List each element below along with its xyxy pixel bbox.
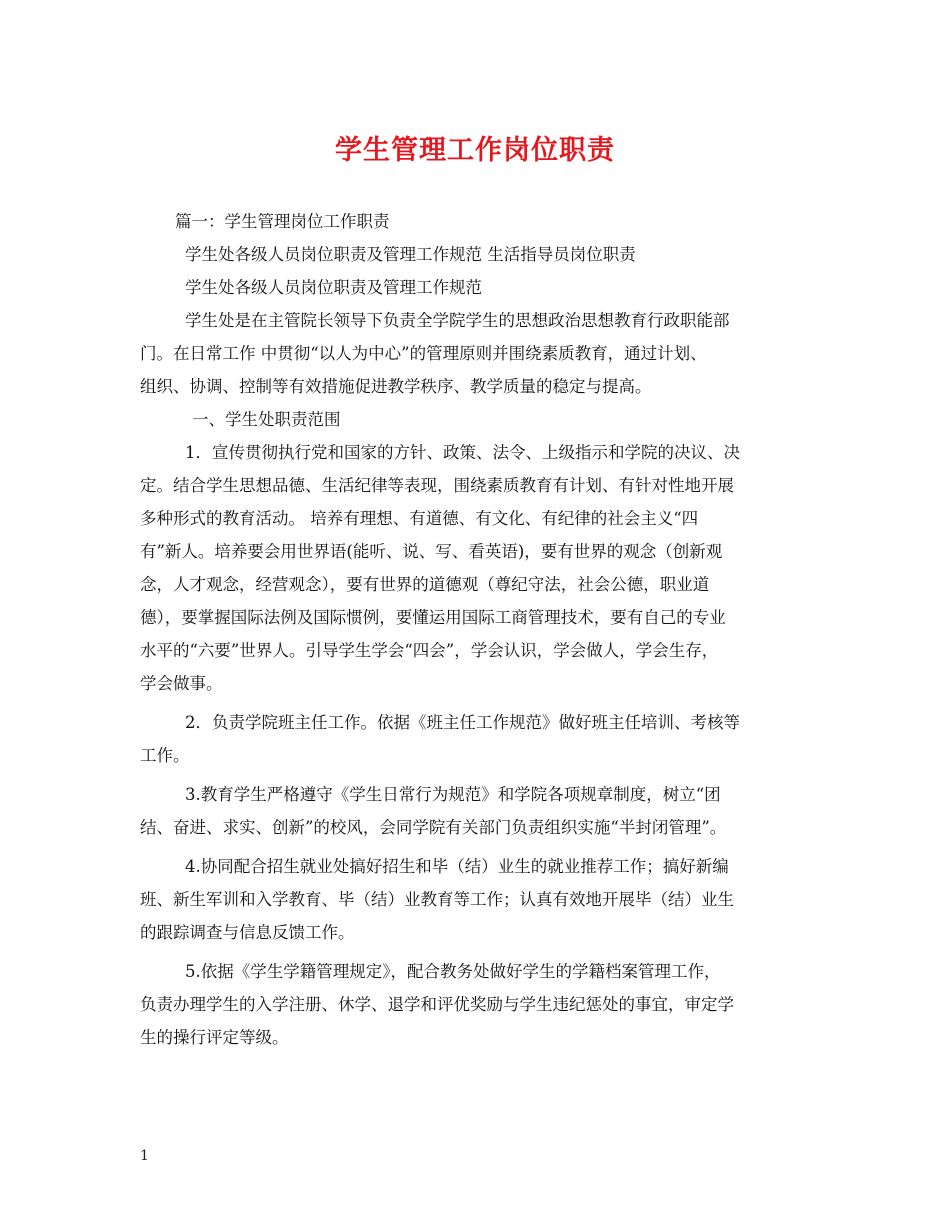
paragraph-line: 水平的“六要”世界人。引导学生学会“四会”，学会认识，学会做人，学会生存， bbox=[140, 641, 719, 660]
list-heading: 一、学生处职责范围 bbox=[192, 410, 341, 429]
paragraph-line: 4.协同配合招生就业处搞好招生和毕（结）业生的就业推荐工作；搞好新编 bbox=[185, 857, 729, 876]
paragraph-line: 3.教育学生严格遵守《学生日常行为规范》和学院各项规章制度，树立“团 bbox=[185, 785, 721, 804]
paragraph-line: 2．负责学院班主任工作。依据《班主任工作规范》做好班主任培训、考核等 bbox=[185, 713, 740, 732]
paragraph-line: 负责办理学生的入学注册、休学、退学和评优奖励与学生违纪惩处的事宜，审定学 bbox=[140, 995, 734, 1014]
paragraph-line: 1．宣传贯彻执行党和国家的方针、政策、法令、上级指示和学院的决议、决 bbox=[185, 443, 740, 462]
paragraph-line: 有”新人。培养要会用世界语(能听、说、写、看英语)，要有世界的观念（创新观 bbox=[140, 542, 723, 561]
paragraph-line: 班、新生军训和入学教育、毕（结）业教育等工作；认真有效地开展毕（结）业生 bbox=[140, 890, 734, 909]
subheading-line: 学生处各级人员岗位职责及管理工作规范 生活指导员岗位职责 bbox=[185, 245, 636, 264]
paragraph-line: 组织、协调、控制等有效措施促进教学秩序、教学质量的稳定与提高。 bbox=[140, 377, 652, 396]
paragraph-line: 生的操行评定等级。 bbox=[140, 1028, 289, 1047]
paragraph-line: 念，人才观念，经营观念），要有世界的道德观（尊纪守法，社会公德，职业道 bbox=[140, 575, 710, 594]
subheading-line: 学生处各级人员岗位职责及管理工作规范 bbox=[185, 278, 482, 297]
paragraph-line: 5.依据《学生学籍管理规定》，配合教务处做好学生的学籍档案管理工作， bbox=[185, 962, 721, 981]
document-body bbox=[140, 205, 820, 1054]
paragraph-line: 定。结合学生思想品德、生活纪律等表现，围绕素质教育有计划、有针对性地开展 bbox=[140, 476, 734, 495]
paragraph-line: 学会做事。 bbox=[140, 674, 223, 693]
document-title: 学生管理工作岗位职责 bbox=[335, 135, 615, 166]
paragraph-line: 的跟踪调查与信息反馈工作。 bbox=[140, 923, 355, 942]
paragraph-line: 结、奋进、求实、创新”的校风，会同学院有关部门负责组织实施“半封闭管理”。 bbox=[140, 818, 727, 837]
paragraph-line: 门。在日常工作 中贯彻“以人为中心”的管理原则并围绕素质教育，通过计划、 bbox=[140, 344, 707, 363]
paragraph-line: 多种形式的教育活动。 培养有理想、有道德、有文化、有纪律的社会主义“四 bbox=[140, 509, 699, 528]
paragraph-line: 工作。 bbox=[140, 746, 190, 765]
paragraph-line: 学生处是在主管院长领导下负责全学院学生的思想政治思想教育行政职能部 bbox=[185, 311, 730, 330]
paragraph-line: 德），要掌握国际法例及国际惯例，要懂运用国际工商管理技术，要有自己的专业 bbox=[140, 608, 726, 627]
page-number: 1 bbox=[140, 1148, 149, 1164]
section-heading: 篇一：学生管理岗位工作职责 bbox=[175, 212, 390, 231]
